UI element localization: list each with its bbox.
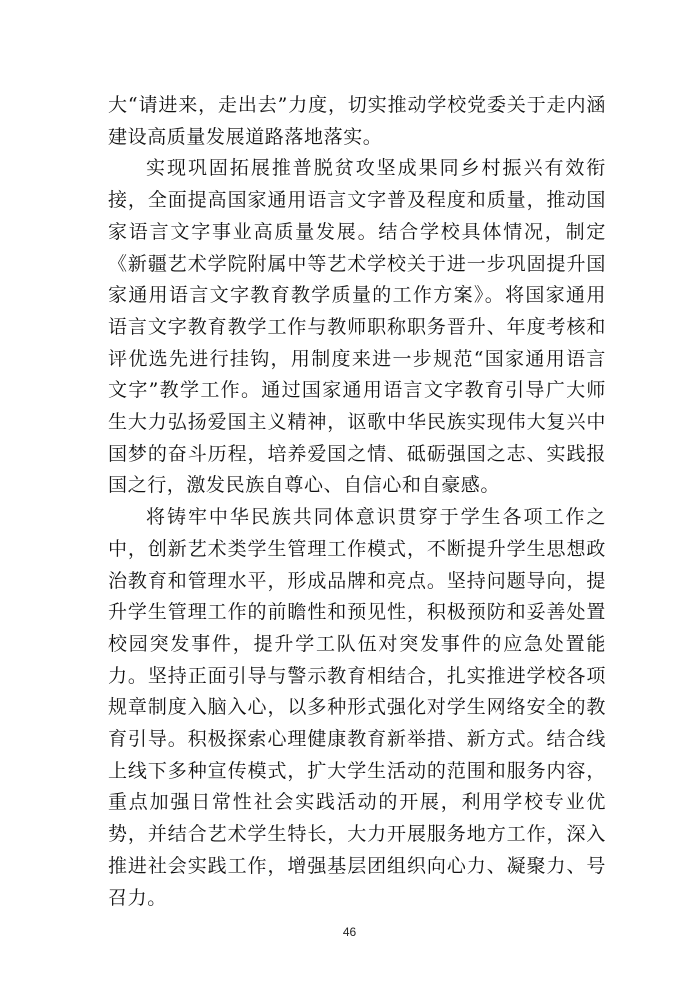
paragraph-language-education: 实现巩固拓展推普脱贫攻坚成果同乡村振兴有效衔接，全面提高国家通用语言文字普及程度和质量，推动国家语言文字事业高质量发展。结合学校具体情况，制定《新疆艺术学院附属中等艺术学校关于进一步巩固提升国家通用语言文字教育教学质量的工作方案》。将国家通用语言文字教育教学工作与教师职称职务晋升、年度考核和评优选先进行挂钩，用制度来进一步规范“国家通用语言文字”教学工作。通过国家通用语言文字教育引导广大师生大力弘扬爱国主义精神，讴歌中华民族实现伟大复兴中国梦的奋斗历程，培养爱国之情、砥砺强国之志、实践报国之行，激发民族自尊心、自信心和自豪感。 (108, 157, 606, 497)
paragraph-student-management: 将铸牢中华民族共同体意识贯穿于学生各项工作之中，创新艺术类学生管理工作模式，不断提升学生思想政治教育和管理水平，形成品牌和亮点。坚持问题导向，提升学生管理工作的前瞻性和预见性，积极预防和妥善处置校园突发事件，提升学工队伍对突发事件的应急处置能力。坚持正面引导与警示教育相结合，扎实推进学校各项规章制度入脑入心，以多种形式强化对学生网络安全的教育引导。积极探索心理健康教育新举措、新方式。结合线上线下多种宣传模式，扩大学生活动的范围和服务内容，重点加强日常性社会实践活动的开展，利用学校专业优势，并结合艺术学生特长，大力开展服务地方工作，深入推进社会实践工作，增强基层团组织向心力、凝聚力、号召力。 (108, 506, 606, 909)
page-number: 46 (342, 925, 357, 939)
body-text (108, 90, 606, 914)
paragraph-continuation: 大“请进来，走出去”力度，切实推动学校党委关于走内涵建设高质量发展道路落地落实。 (108, 94, 606, 148)
